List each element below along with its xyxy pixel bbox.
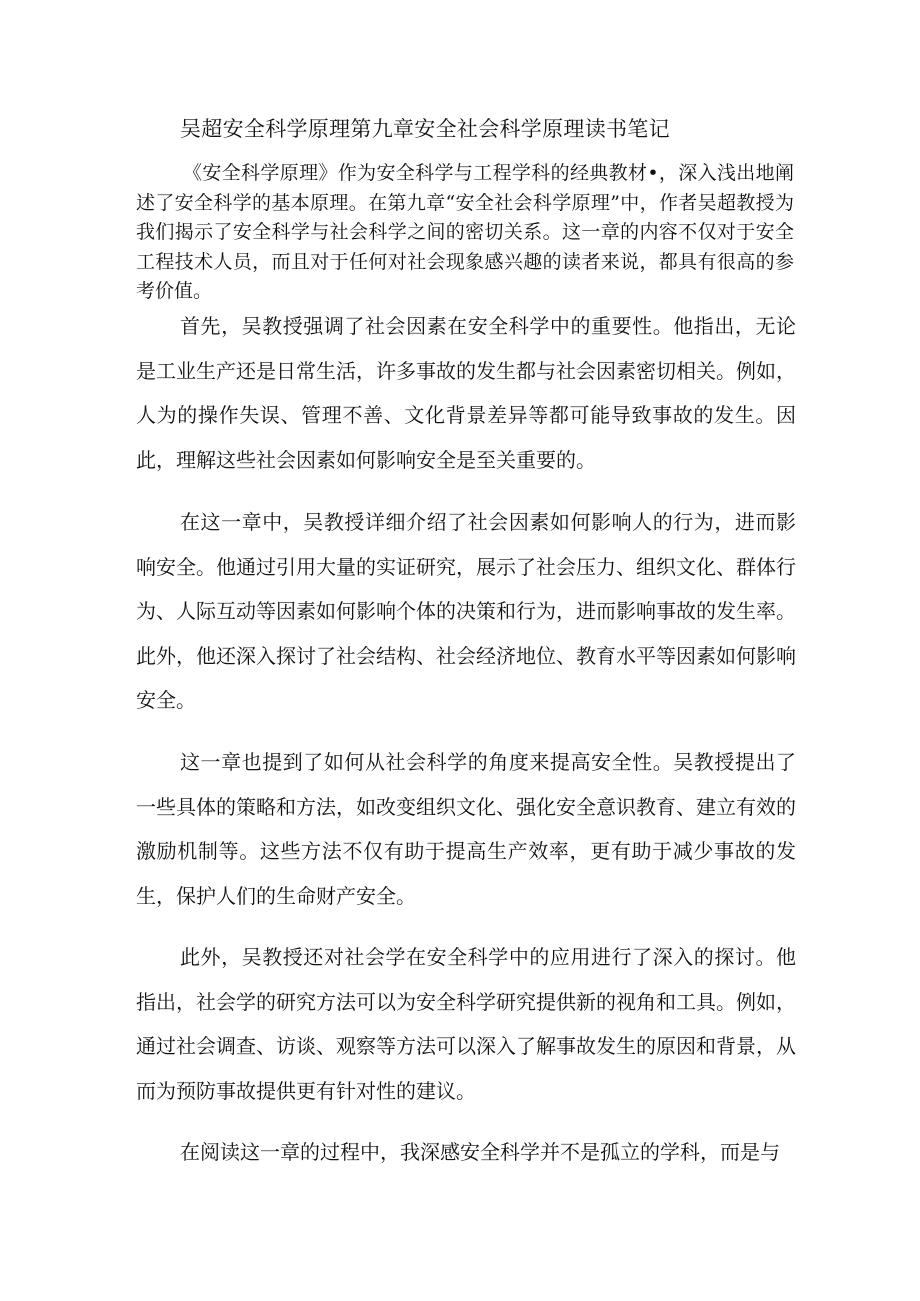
document-title: 吴超安全科学原理第九章安全社会科学原理读书笔记 — [180, 117, 670, 141]
body-paragraph-2: 在这一章中，吴教授详细介绍了社会因素如何影响人的行为，进而影响安全。他通过引用大量的实证研究，展示了社会压力、组织文化、群体行为、人际互动等因素如何影响个体的决策和行为，进而影响事故的发生率。此外，他还深入探讨了社会结构、社会经济地位、教育水平等因素如何影响安全。 — [136, 510, 796, 712]
body-paragraph-3: 这一章也提到了如何从社会科学的角度来提高安全性。吴教授提出了一些具体的策略和方法，如改变组织文化、强化安全意识教育、建立有效的激励机制等。这些方法不仅有助于提高生产效率，更有助于减少事故的发生，保护人们的生命财产安全。 — [136, 750, 796, 908]
body-paragraph-1: 首先，吴教授强调了社会因素在安全科学中的重要性。他指出，无论是工业生产还是日常生活，许多事故的发生都与社会因素密切相关。例如，人为的操作失误、管理不善、文化背景差异等都可能导致事故的发生。因此，理解这些社会因素如何影响安全是至关重要的。 — [136, 314, 796, 472]
body-paragraph-4: 此外，吴教授还对社会学在安全科学中的应用进行了深入的探讨。他指出，社会学的研究方法可以为安全科学研究提供新的视角和工具。例如，通过社会调查、访谈、观察等方法可以深入了解事故发生的原因和背景，从而为预防事故提供更有针对性的建议。 — [136, 945, 796, 1103]
intro-paragraph: 《安全科学原理》作为安全科学与工程学科的经典教材•，深入浅出地阐述了安全科学的基本原理。在第九章“安全社会科学原理”中，作者吴超教授为我们揭示了安全科学与社会科学之间的密切关系。这一章的内容不仅对于安全工程技术人员，而且对于任何对社会现象感兴趣的读者来说，都具有很高的参考价值。 — [136, 162, 794, 302]
body-paragraph-5: 在阅读这一章的过程中，我深感安全科学并不是孤立的学科，而是与 — [180, 1140, 780, 1164]
